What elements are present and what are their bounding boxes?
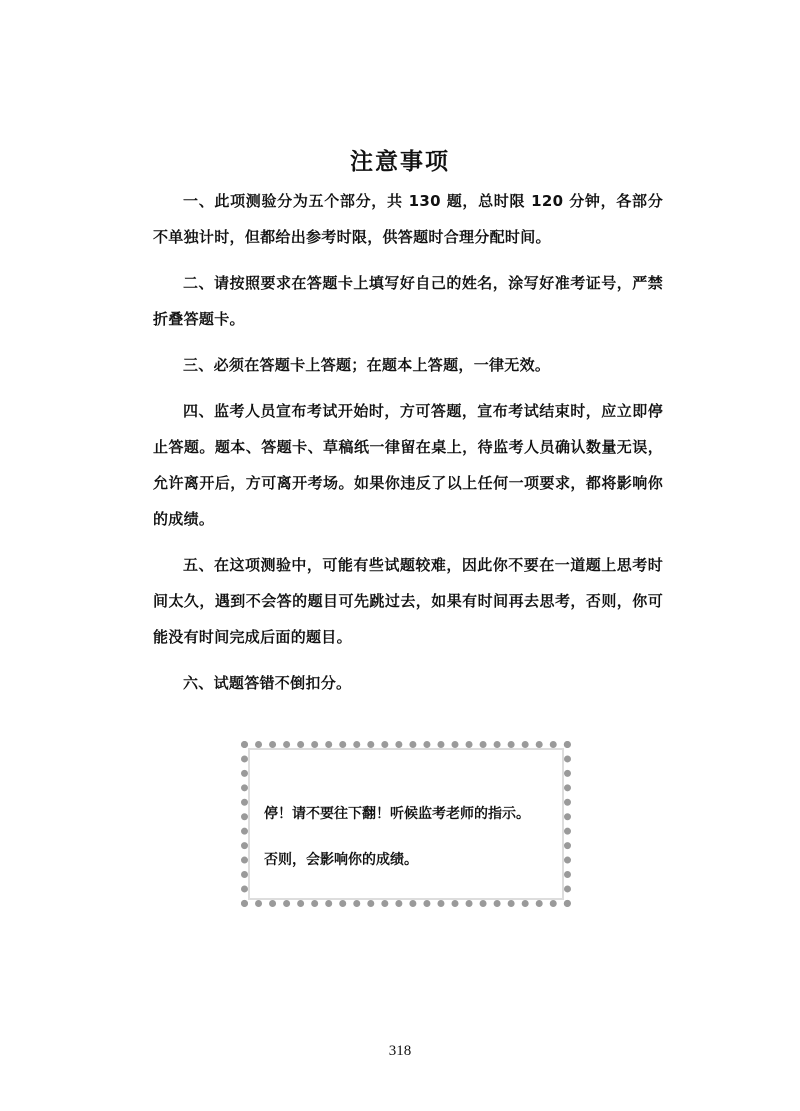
stop-notice-line-2: 否则，会影响你的成绩。 bbox=[264, 852, 418, 868]
instruction-item-3: 三、必须在答题卡上答题；在题本上答题，一律无效。 bbox=[183, 356, 551, 374]
page-number: 318 bbox=[388, 1043, 412, 1059]
instruction-item-6: 六、试题答错不倒扣分。 bbox=[183, 674, 352, 692]
instruction-item-2: 二、请按照要求在答题卡上填写好自己的姓名，涂写好准考证号，严禁折叠答题卡。 bbox=[153, 274, 663, 328]
stop-notice-line-1: 停！请不要往下翻！听候监考老师的指示。 bbox=[264, 806, 530, 822]
page-title: 注意事项 bbox=[350, 149, 450, 175]
stop-notice-box bbox=[241, 741, 571, 907]
instruction-item-1: 一、此项测验分为五个部分，共 130 题，总时限 120 分钟，各部分不单独计时，但都给出参考时限，供答题时合理分配时间。 bbox=[153, 192, 663, 246]
instructions-list bbox=[153, 183, 663, 711]
instruction-item-5: 五、在这项测验中，可能有些试题较难，因此你不要在一道题上思考时间太久，遇到不会答的题目可先跳过去，如果有时间再去思考，否则，你可能没有时间完成后面的题目。 bbox=[153, 556, 663, 646]
instruction-item-4: 四、监考人员宣布考试开始时，方可答题，宣布考试结束时，应立即停止答题。题本、答题卡、草稿纸一律留在桌上，待监考人员确认数量无误，允许离开后，方可离开考场。如果你违反了以上任何一项要求，都将影响你的成绩。 bbox=[153, 402, 663, 528]
